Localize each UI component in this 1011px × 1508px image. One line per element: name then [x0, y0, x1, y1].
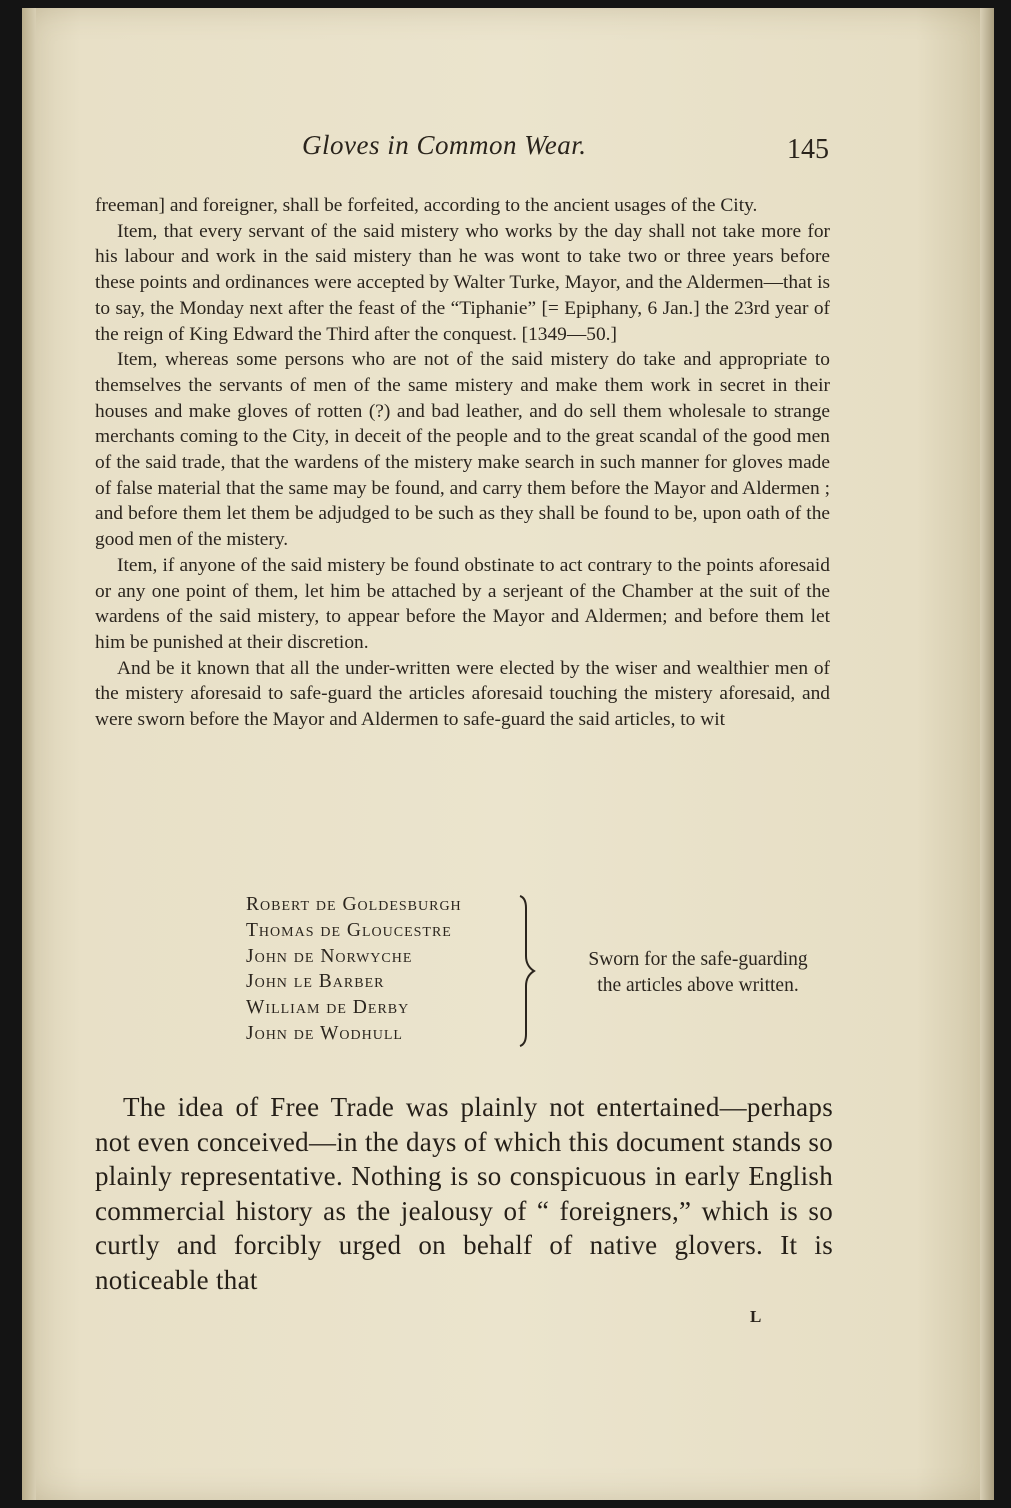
paragraph-item-false-gloves: Item, whereas some persons who are not of the said mistery do take and appropriate to themselves the servants of men of the same mistery and make them work in secret in their houses and make gloves of rotten (?) and bad leather, and do sell them wholesale to strange merchants coming to the City, in deceit of the people and to the great scandal of the good men of the said trade, that the wardens of the mistery make search in such manner for gloves made of false material that the same may be found, and carry them before the Mayor and Aldermen ; and before them let them be adjudged to be such as they shall be found to be, upon oath of the good men of the mistery.: [95, 349, 830, 551]
commentary-paragraph: The idea of Free Trade was plainly not entertained—perhaps not even conceived—in the days of which this document stands so plainly representative. Nothing is so conspicuous in early English commercial history as the jealousy of “ foreigners,” which is so curtly and forcibly urged on behalf of native glovers. It is noticeable that: [95, 1092, 833, 1295]
sworn-note-line: the articles above written.: [597, 975, 799, 996]
warden-name: William de Derby: [246, 997, 410, 1019]
warden-name: Robert de Goldesburgh: [246, 894, 462, 915]
book-page: [22, 8, 994, 1500]
warden-name: Thomas de Gloucestre: [246, 919, 452, 941]
sworn-note: [558, 947, 838, 999]
paragraph-continuation: freeman] and foreigner, shall be forfeited, according to the ancient usages of the City.: [95, 195, 758, 216]
curly-brace: [516, 892, 540, 1050]
warden-name: John de Wodhull: [246, 1022, 403, 1044]
ordinance-text: [95, 193, 830, 733]
warden-name: John de Norwyche: [246, 945, 413, 967]
paragraph-item-wages: Item, that every servant of the said mistery who works by the day shall not take more for his labour and work in the said mistery than he was wont to take two or three years before these points and ordinances were accepted by Walter Turke, Mayor, and the Aldermen—that is to say, the Monday next after the feast of the “Tiphanie” [= Epiphany, 6 Jan.] the 23rd year of the reign of King Edward the Third after the conquest. [1349—50.]: [95, 220, 830, 345]
wardens-list: [246, 892, 462, 1047]
commentary: [95, 1090, 833, 1298]
signature-mark: L: [750, 1307, 762, 1326]
paragraph-item-obstinate: Item, if anyone of the said mistery be found obstinate to act contrary to the points aforesaid or any one point of them, let him be attached by a serjeant of the Chamber at the suit of the wardens of the said mistery, to appear before the Mayor and Aldermen; and before them let him be punished at their discretion.: [95, 554, 830, 653]
page-number: 145: [787, 134, 829, 165]
page-edge: [980, 8, 994, 1500]
sworn-note-line: Sworn for the safe-guarding: [588, 949, 808, 970]
running-head: Gloves in Common Wear.: [302, 130, 587, 160]
warden-name: John le Barber: [246, 971, 385, 993]
paragraph-elected: And be it known that all the under-written were elected by the wiser and wealthier men of the mistery aforesaid to safe-guard the articles aforesaid touching the mistery aforesaid, and were sworn before the Mayor and Aldermen to safe-guard the said articles, to wit: [95, 657, 830, 731]
page-gutter: [22, 8, 36, 1500]
